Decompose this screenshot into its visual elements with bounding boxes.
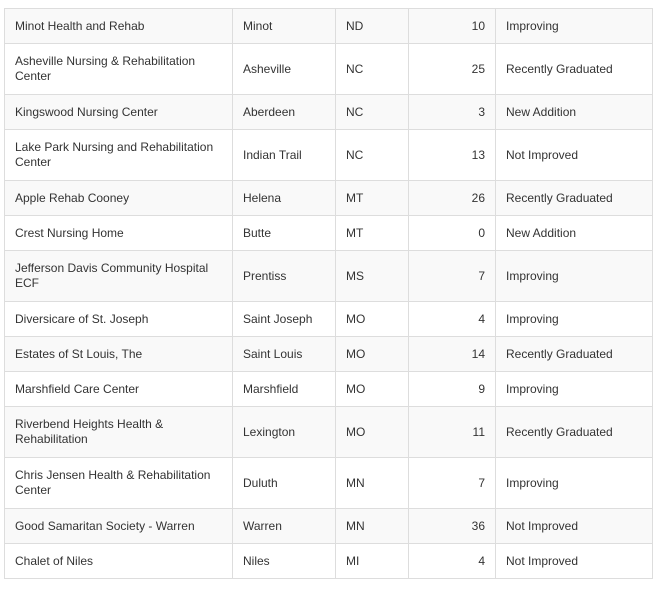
- count-cell: 7: [409, 458, 496, 509]
- facility-name-cell: Minot Health and Rehab: [5, 9, 233, 44]
- state-cell: MS: [336, 251, 409, 302]
- table-row: [5, 407, 653, 458]
- table-row: [5, 509, 653, 544]
- state-cell: MT: [336, 216, 409, 251]
- status-cell: New Addition: [496, 95, 653, 130]
- table-row: [5, 251, 653, 302]
- city-cell: Duluth: [233, 458, 336, 509]
- facilities-table: [4, 8, 653, 579]
- city-cell: Niles: [233, 544, 336, 579]
- count-cell: 3: [409, 95, 496, 130]
- state-cell: MN: [336, 458, 409, 509]
- facility-name-cell: Lake Park Nursing and Rehabilitation Center: [5, 130, 233, 181]
- city-cell: Asheville: [233, 44, 336, 95]
- status-cell: Improving: [496, 302, 653, 337]
- facility-name-cell: Riverbend Heights Health & Rehabilitation: [5, 407, 233, 458]
- status-cell: Improving: [496, 251, 653, 302]
- status-cell: New Addition: [496, 216, 653, 251]
- state-cell: MT: [336, 181, 409, 216]
- state-cell: NC: [336, 95, 409, 130]
- status-cell: Not Improved: [496, 130, 653, 181]
- facility-name-cell: Asheville Nursing & Rehabilitation Center: [5, 44, 233, 95]
- state-cell: MI: [336, 544, 409, 579]
- count-cell: 25: [409, 44, 496, 95]
- city-cell: Saint Louis: [233, 337, 336, 372]
- city-cell: Helena: [233, 181, 336, 216]
- city-cell: Prentiss: [233, 251, 336, 302]
- city-cell: Aberdeen: [233, 95, 336, 130]
- city-cell: Lexington: [233, 407, 336, 458]
- table-row: [5, 130, 653, 181]
- status-cell: Recently Graduated: [496, 407, 653, 458]
- table-row: [5, 302, 653, 337]
- count-cell: 10: [409, 9, 496, 44]
- facility-name-cell: Marshfield Care Center: [5, 372, 233, 407]
- facility-name-cell: Jefferson Davis Community Hospital ECF: [5, 251, 233, 302]
- facility-name-cell: Chalet of Niles: [5, 544, 233, 579]
- table-row: [5, 9, 653, 44]
- table-row: [5, 95, 653, 130]
- facilities-table-body: [5, 9, 653, 579]
- state-cell: MO: [336, 302, 409, 337]
- table-row: [5, 458, 653, 509]
- state-cell: MO: [336, 337, 409, 372]
- count-cell: 7: [409, 251, 496, 302]
- status-cell: Improving: [496, 458, 653, 509]
- status-cell: Recently Graduated: [496, 44, 653, 95]
- city-cell: Warren: [233, 509, 336, 544]
- facility-name-cell: Diversicare of St. Joseph: [5, 302, 233, 337]
- count-cell: 14: [409, 337, 496, 372]
- state-cell: MN: [336, 509, 409, 544]
- facility-name-cell: Apple Rehab Cooney: [5, 181, 233, 216]
- city-cell: Marshfield: [233, 372, 336, 407]
- facility-name-cell: Good Samaritan Society - Warren: [5, 509, 233, 544]
- count-cell: 13: [409, 130, 496, 181]
- state-cell: NC: [336, 130, 409, 181]
- state-cell: MO: [336, 372, 409, 407]
- table-row: [5, 44, 653, 95]
- table-row: [5, 181, 653, 216]
- count-cell: 11: [409, 407, 496, 458]
- table-row: [5, 337, 653, 372]
- city-cell: Indian Trail: [233, 130, 336, 181]
- status-cell: Improving: [496, 9, 653, 44]
- status-cell: Not Improved: [496, 509, 653, 544]
- table-row: [5, 216, 653, 251]
- facility-name-cell: Chris Jensen Health & Rehabilitation Center: [5, 458, 233, 509]
- table-row: [5, 372, 653, 407]
- status-cell: Improving: [496, 372, 653, 407]
- city-cell: Saint Joseph: [233, 302, 336, 337]
- count-cell: 9: [409, 372, 496, 407]
- count-cell: 4: [409, 302, 496, 337]
- facility-name-cell: Crest Nursing Home: [5, 216, 233, 251]
- facility-name-cell: Kingswood Nursing Center: [5, 95, 233, 130]
- facility-name-cell: Estates of St Louis, The: [5, 337, 233, 372]
- count-cell: 36: [409, 509, 496, 544]
- table-row: [5, 544, 653, 579]
- state-cell: ND: [336, 9, 409, 44]
- count-cell: 0: [409, 216, 496, 251]
- count-cell: 26: [409, 181, 496, 216]
- city-cell: Minot: [233, 9, 336, 44]
- count-cell: 4: [409, 544, 496, 579]
- state-cell: NC: [336, 44, 409, 95]
- city-cell: Butte: [233, 216, 336, 251]
- status-cell: Recently Graduated: [496, 181, 653, 216]
- state-cell: MO: [336, 407, 409, 458]
- status-cell: Not Improved: [496, 544, 653, 579]
- status-cell: Recently Graduated: [496, 337, 653, 372]
